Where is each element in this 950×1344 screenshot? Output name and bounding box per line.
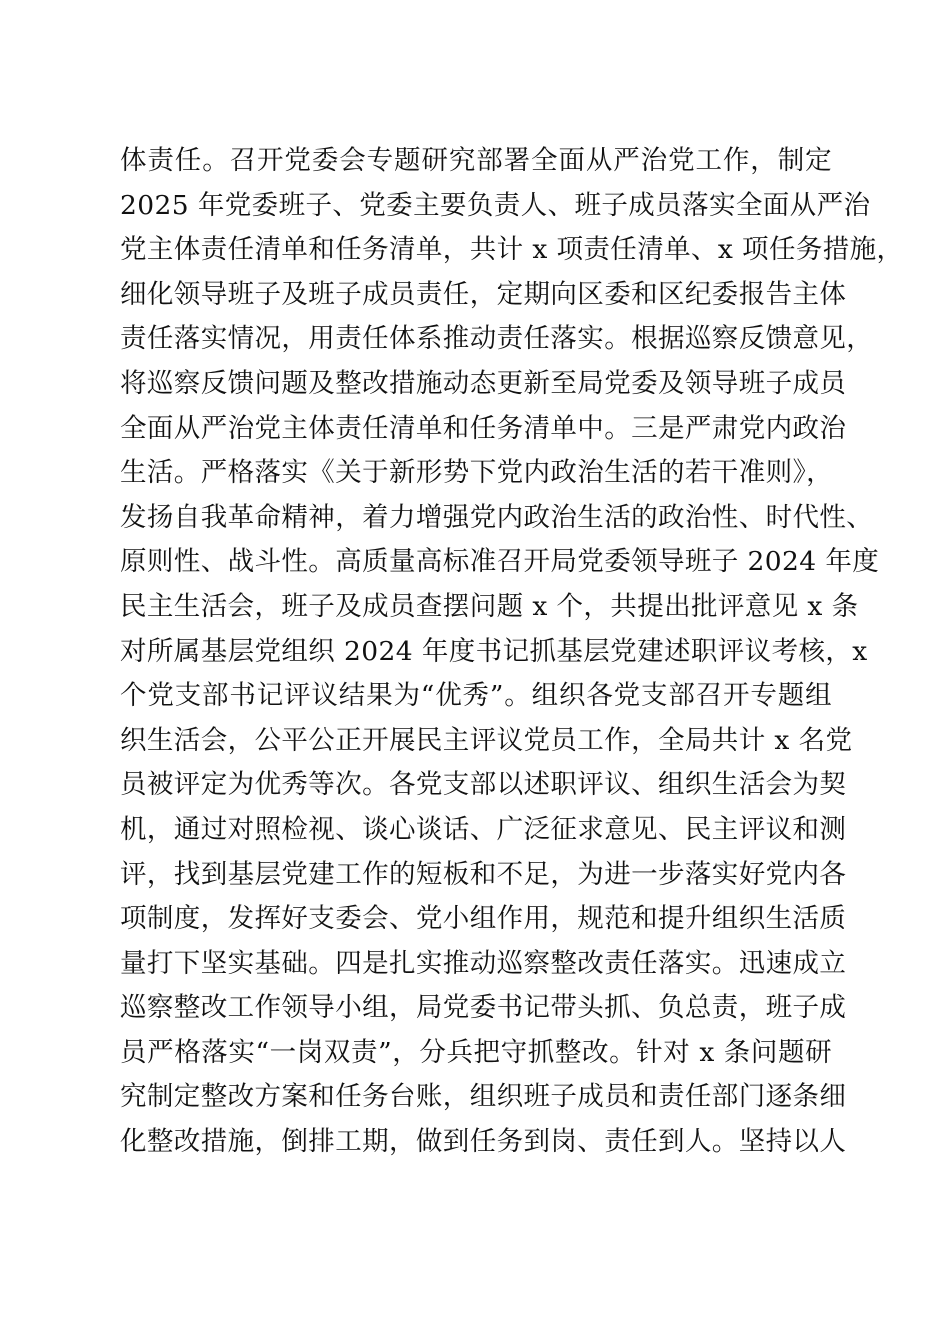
text-line: 责任落实情况，用责任体系推动责任落实。根据巡察反馈意见，: [120, 323, 874, 355]
text-line: 员严格落实“一岗双责”，分兵把守抓整改。针对 x 条问题研: [120, 1036, 832, 1068]
text-line: 员被评定为优秀等次。各党支部以述职评议、组织生活会为契: [120, 769, 847, 801]
text-line: 究制定整改方案和任务台账，组织班子成员和责任部门逐条细: [120, 1081, 847, 1113]
text-line: 项制度，发挥好支委会、党小组作用，规范和提升组织生活质: [120, 903, 847, 935]
text-line: 机，通过对照检视、谈心谈话、广泛征求意见、民主评议和测: [120, 813, 847, 845]
text-line: 细化领导班子及班子成员责任，定期向区委和区纪委报告主体: [120, 278, 847, 310]
text-line: 2025 年党委班子、党委主要负责人、班子成员落实全面从严治: [120, 189, 871, 221]
text-line: 原则性、战斗性。高质量高标准召开局党委领导班子 2024 年度: [120, 546, 880, 578]
text-line: 全面从严治党主体责任清单和任务清单中。三是严肃党内政治: [120, 412, 847, 444]
text-line: 量打下坚实基础。四是扎实推动巡察整改责任落实。迅速成立: [120, 947, 847, 979]
text-line: 对所属基层党组织 2024 年度书记抓基层党建述职评议考核，x: [120, 635, 868, 667]
text-line: 评，找到基层党建工作的短板和不足，为进一步落实好党内各: [120, 858, 847, 890]
text-line: 体责任。召开党委会专题研究部署全面从严治党工作，制定: [120, 145, 832, 176]
text-line: 民主生活会，班子及成员查摆问题 x 个，共提出批评意见 x 条: [120, 590, 859, 622]
text-line: 个党支部书记评议结果为“优秀”。组织各党支部召开专题组: [120, 680, 832, 712]
text-line: 织生活会，公平公正开展民主评议党员工作，全局共计 x 名党: [120, 724, 853, 756]
text-line: 生活。严格落实《关于新形势下党内政治生活的若干准则》，: [120, 457, 834, 489]
text-line: 将巡察反馈问题及整改措施动态更新至局党委及领导班子成员: [120, 367, 847, 399]
text-line: 化整改措施，倒排工期，做到任务到岗、责任到人。坚持以人: [120, 1126, 847, 1158]
body-paragraph: [120, 139, 904, 1165]
text-line: 党主体责任清单和任务清单，共计 x 项责任清单、x 项任务措施，: [120, 234, 904, 266]
text-line: 巡察整改工作领导小组，局党委书记带头抓、负总责，班子成: [120, 992, 847, 1024]
text-line: 发扬自我革命精神，着力增强党内政治生活的政治性、时代性、: [120, 501, 874, 533]
